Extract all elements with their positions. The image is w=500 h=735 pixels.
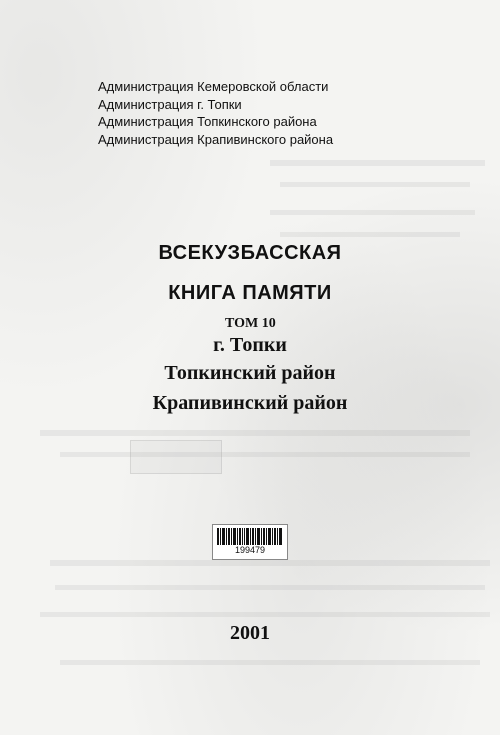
bleed-through-text	[60, 452, 470, 457]
administration-line: Администрация г. Топки	[98, 96, 242, 112]
bleed-through-text	[40, 612, 490, 617]
bleed-through-text	[270, 210, 475, 215]
administration-line: Администрация Топкинского района	[98, 114, 317, 129]
barcode-number: 199479	[234, 545, 266, 555]
barcode-icon	[217, 528, 283, 545]
place-line: Топкинский район	[164, 362, 336, 384]
volume-label: ТОМ 10	[225, 316, 276, 331]
place-line: Крапивинский район	[152, 392, 348, 414]
bleed-through-text	[40, 430, 470, 436]
administration-line: Администрация Кемеровской области	[98, 79, 329, 94]
book-title-line-2: КНИГА ПАМЯТИ	[168, 282, 332, 304]
bleed-through-text	[270, 160, 485, 166]
publication-year: 2001	[230, 622, 270, 644]
administrations-block	[98, 78, 333, 148]
place-line: г. Топки	[213, 334, 287, 356]
bleed-through-text	[60, 660, 480, 665]
bleed-through-text	[280, 232, 460, 237]
library-barcode-label	[212, 524, 288, 560]
faint-stamp	[130, 440, 222, 474]
bleed-through-text	[55, 585, 485, 590]
bleed-through-text	[280, 182, 470, 187]
book-title-line-1: ВСЕКУЗБАССКАЯ	[158, 242, 342, 264]
bleed-through-text	[50, 560, 490, 566]
administration-line: Администрация Крапивинского района	[98, 131, 334, 147]
